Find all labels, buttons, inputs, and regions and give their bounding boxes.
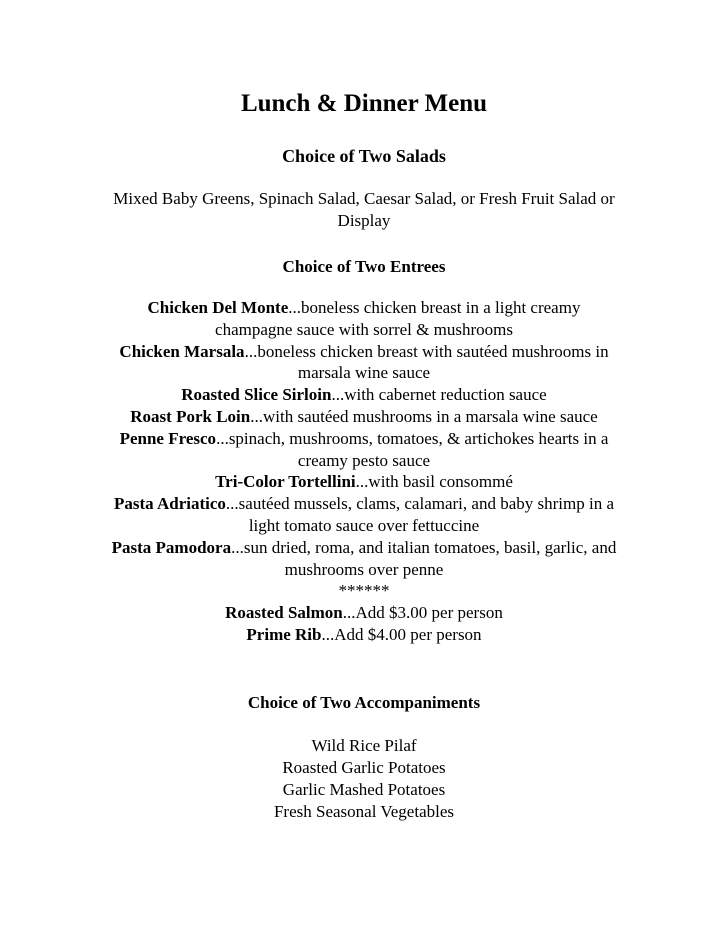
page-title: Lunch & Dinner Menu: [240, 90, 488, 117]
entree-item: [110, 297, 618, 341]
entree-name: Pasta Pamodora: [111, 537, 232, 557]
accompaniment-item: Garlic Mashed Potatoes: [282, 780, 446, 799]
entree-name: Tri-Color Tortellini: [215, 472, 356, 492]
entree-name: Chicken Del Monte: [147, 298, 289, 317]
separator: ******: [338, 581, 390, 601]
entree-description: ...boneless chicken breast in a light creamy champagne sauce with sorrel & mushrooms: [215, 298, 581, 339]
upgrade-name: Prime Rib: [246, 624, 322, 644]
entree-item: [110, 428, 618, 472]
entree-item: [110, 493, 618, 537]
entree-item: [110, 384, 618, 406]
salads-list: [108, 188, 620, 232]
salads-text: Mixed Baby Greens, Spinach Salad, Caesar Salad, or Fresh Fruit Salad or Display: [113, 189, 615, 230]
accompaniment-item: Fresh Seasonal Vegetables: [273, 802, 455, 821]
entree-description: ...with sautéed mushrooms in a marsala wine sauce: [250, 406, 598, 426]
entree-description: ...boneless chicken breast with sautéed mushrooms in marsala wine sauce: [244, 341, 609, 383]
entree-description: ...sun dried, roma, and italian tomatoes, basil, garlic, and mushrooms over penne: [231, 537, 617, 579]
accompaniments-list: [0, 735, 728, 823]
entree-description: ...sautéed mussels, clams, calamari, and baby shrimp in a light tomato sauce over fettuccine: [225, 494, 614, 535]
entree-description: ...spinach, mushrooms, tomatoes, & artichokes hearts in a creamy pesto sauce: [216, 428, 609, 470]
upgrade-name: Roasted Salmon: [225, 603, 343, 623]
upgrade-price: ...Add $4.00 per person: [321, 624, 482, 644]
salads-heading: Choice of Two Salads: [282, 146, 446, 166]
entree-description: ...with cabernet reduction sauce: [331, 385, 547, 405]
entree-item: [110, 471, 618, 493]
entree-item: [110, 341, 618, 385]
entree-item: [110, 406, 618, 428]
entree-item: [110, 537, 618, 581]
upgrade-price: ...Add $3.00 per person: [342, 603, 503, 623]
upgrade-item: [110, 602, 618, 624]
accompaniment-item: Roasted Garlic Potatoes: [282, 758, 446, 777]
accompaniments-heading: Choice of Two Accompaniments: [247, 693, 481, 712]
entrees-list: [110, 297, 618, 646]
entree-name: Roasted Slice Sirloin: [181, 385, 332, 405]
entree-name: Roast Pork Loin: [130, 406, 251, 426]
entree-name: Penne Fresco: [119, 428, 217, 448]
entree-name: Chicken Marsala: [119, 341, 245, 361]
entree-description: ...with basil consommé: [355, 472, 513, 492]
entree-name: Pasta Adriatico: [114, 494, 226, 514]
accompaniment-item: Wild Rice Pilaf: [311, 736, 417, 755]
entrees-heading: Choice of Two Entrees: [282, 257, 446, 276]
upgrade-item: [110, 624, 618, 646]
